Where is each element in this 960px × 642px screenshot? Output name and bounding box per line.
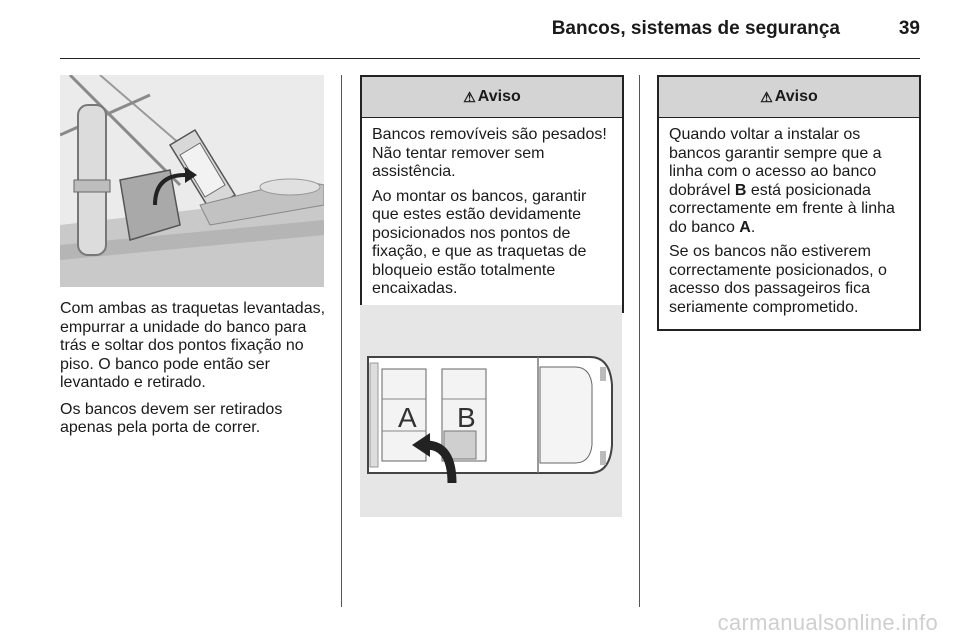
warning-paragraph bbox=[669, 126, 909, 237]
seat-layout-diagram bbox=[360, 305, 622, 517]
page-number: 39 bbox=[898, 18, 920, 39]
seat-label-a: A bbox=[739, 218, 751, 236]
warning-triangle-icon: ⚠ bbox=[463, 88, 476, 105]
header-rule bbox=[60, 58, 920, 59]
page-title: Bancos, sistemas de segurança bbox=[551, 18, 840, 39]
warning-box bbox=[360, 75, 624, 313]
seat-release-photo bbox=[60, 75, 324, 287]
text-run: . bbox=[750, 218, 756, 236]
warning-title: Aviso bbox=[774, 88, 818, 105]
warning-paragraph: Se os bancos não estiverem correctamente posicionados, o acesso dos passageiros fica seriamente comprometido. bbox=[669, 243, 887, 316]
paragraph: Com ambas as traquetas levantadas, empurrar a unidade do banco para trás e soltar dos pontos fixação no piso. O banco pode então ser levantado e retirado. bbox=[60, 300, 326, 391]
seat-a-label: A bbox=[398, 402, 417, 433]
watermark: carmanualsonline.info bbox=[717, 610, 938, 635]
warning-title: Aviso bbox=[477, 88, 521, 105]
paragraph: Os bancos devem ser retirados apenas pela porta de correr. bbox=[60, 400, 283, 436]
seat-b-label: B bbox=[457, 402, 476, 433]
column-divider bbox=[639, 75, 640, 607]
warning-paragraph: Bancos removíveis são pesados! Não tentar remover sem assistência. bbox=[372, 126, 607, 180]
column-divider bbox=[341, 75, 342, 607]
text-run: Quando voltar a instalar os bancos garantir sempre que a linha com o acesso ao banco dobrável bbox=[669, 126, 882, 199]
text-run: está posicionada correctamente em frente à linha do banco bbox=[669, 181, 895, 236]
warning-header bbox=[362, 77, 622, 118]
warning-paragraph: Ao montar os bancos, garantir que estes estão devidamente posicionados nos pontos de fixação, e que as traquetas de bloqueio estão totalmente encaixadas. bbox=[372, 187, 587, 297]
warning-box bbox=[657, 75, 921, 331]
body-text bbox=[60, 300, 330, 446]
warning-header bbox=[659, 77, 919, 118]
warning-triangle-icon: ⚠ bbox=[760, 88, 773, 105]
seat-label-b: B bbox=[734, 181, 747, 199]
